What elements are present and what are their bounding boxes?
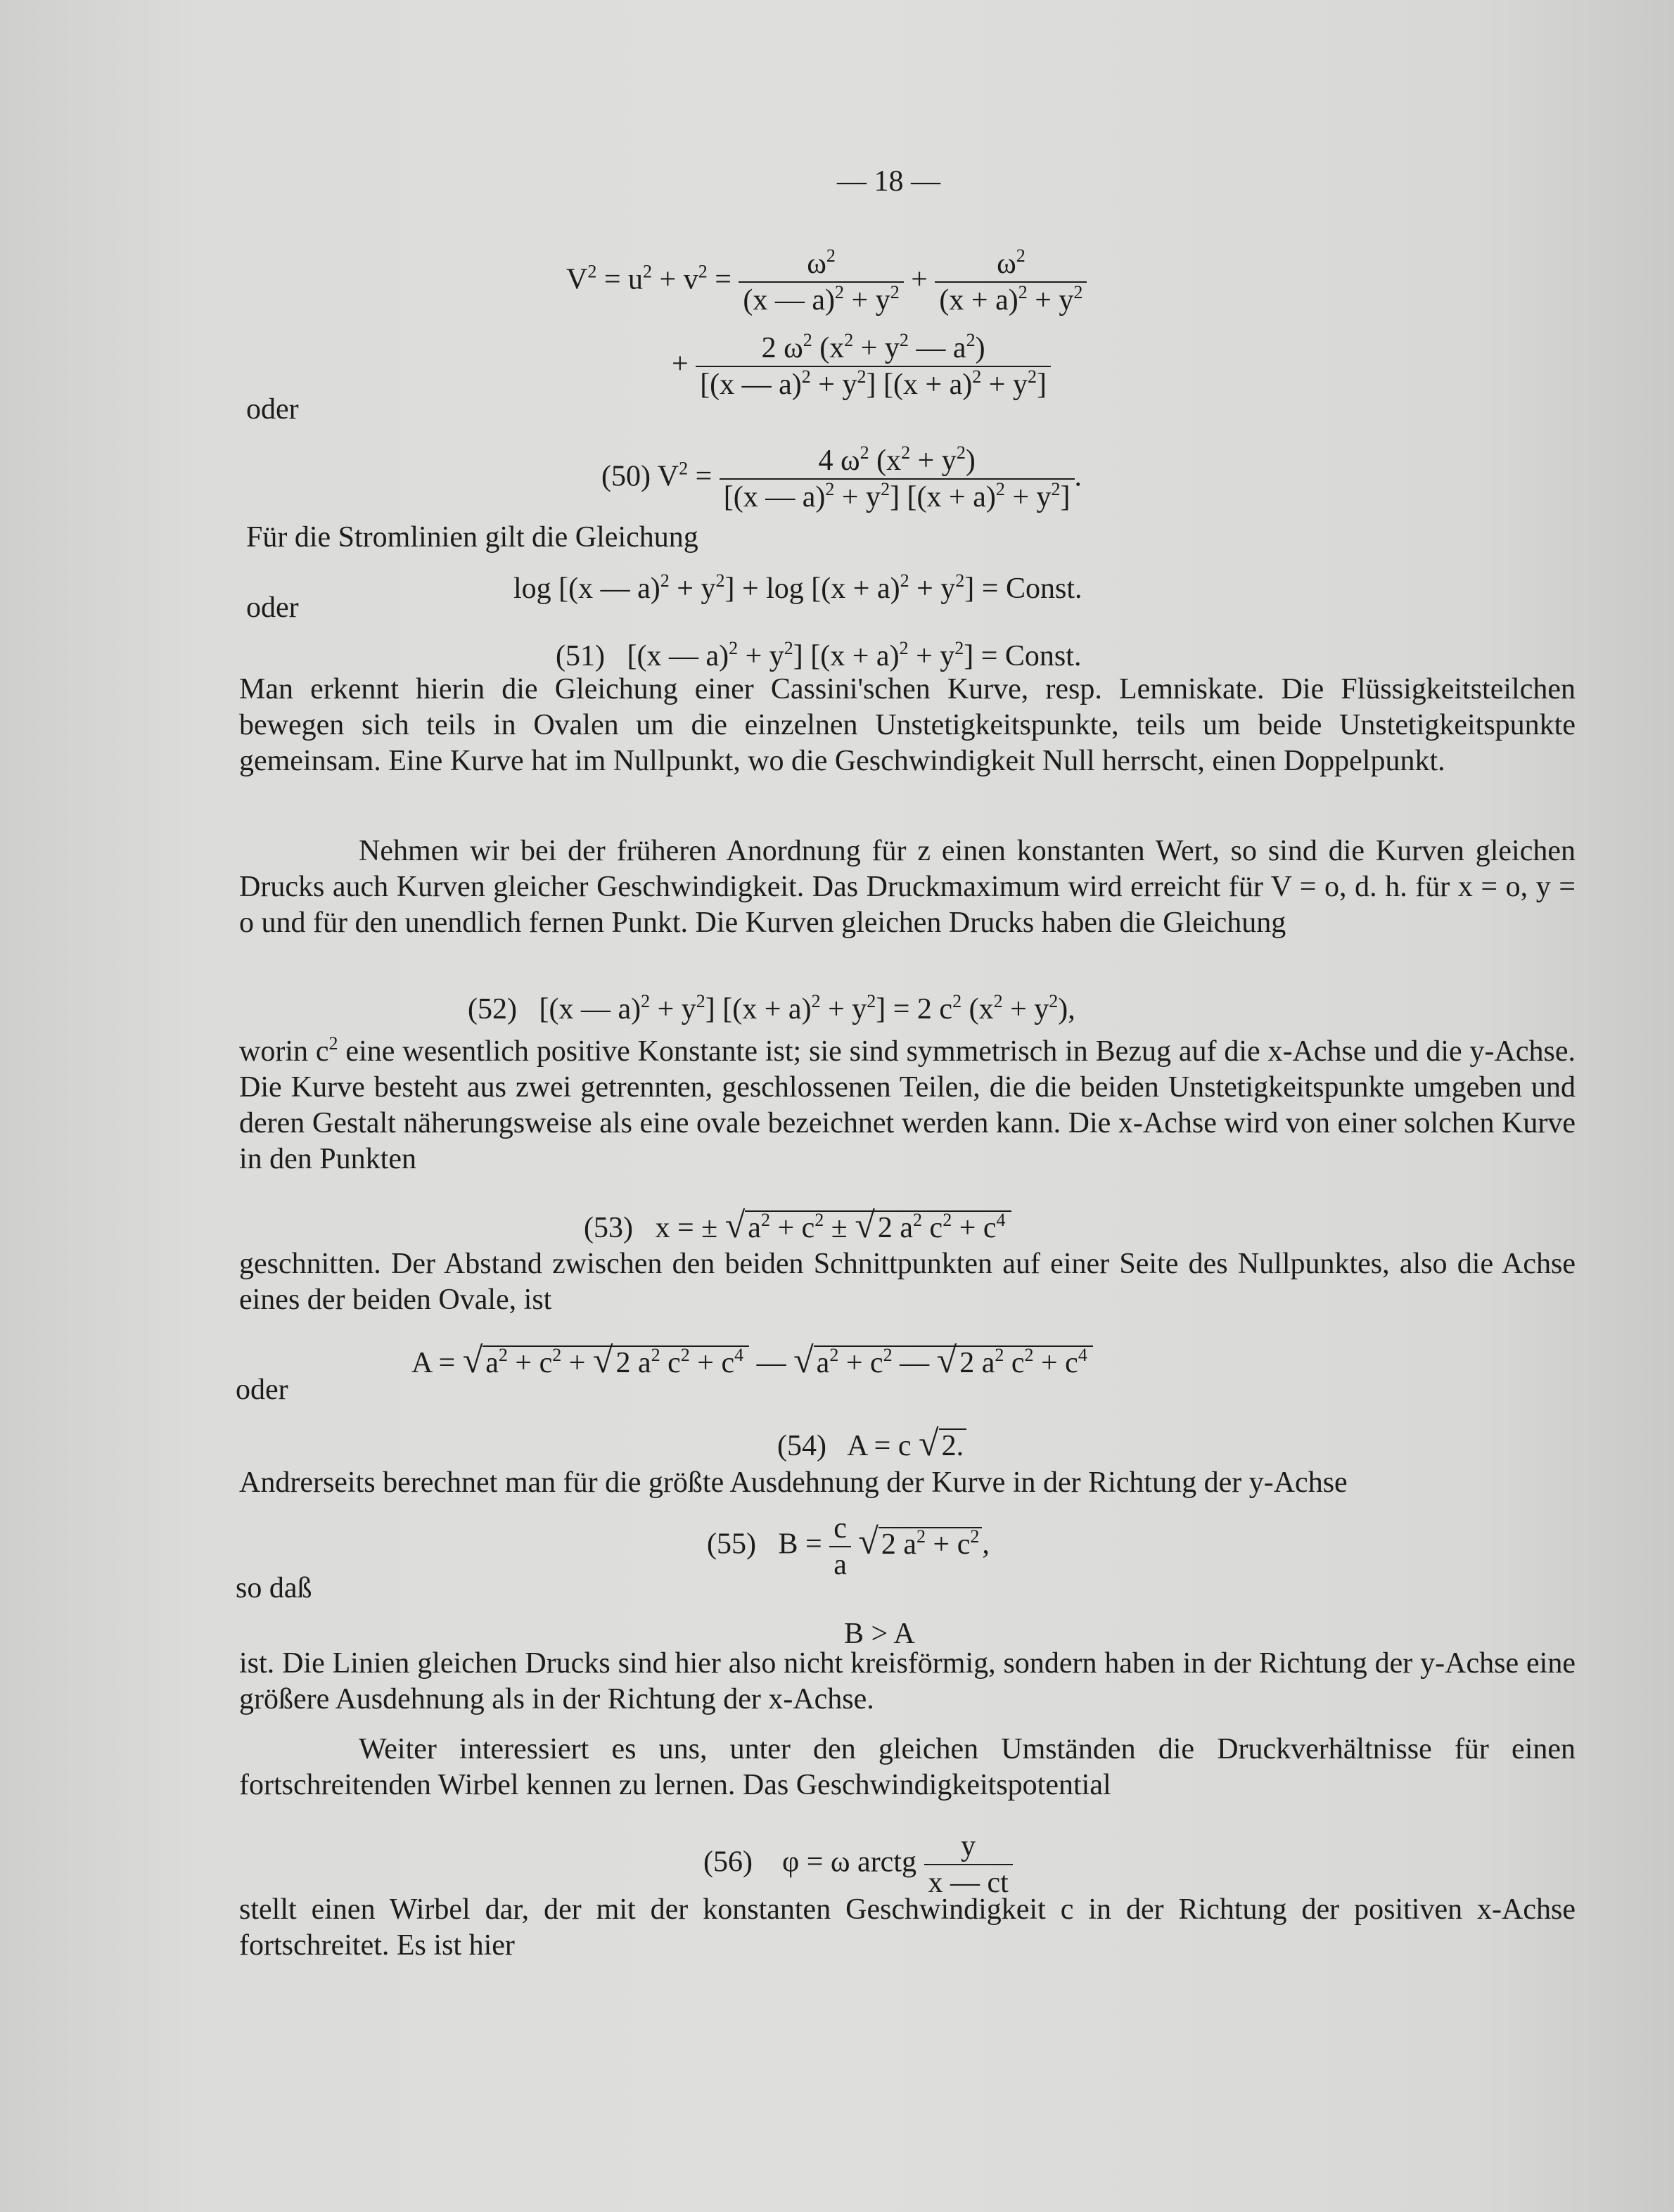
fraction: $\frac{2 \omega^2 (x^2 + y^2 — a^2)}{[(x — a)^2 + y^2] [(x + a)^2 + y^2]}$ xyxy=(696,331,1051,402)
paragraph-geschnitten: geschnitten. Der Abstand zwischen den beiden Schnittpunkten auf einer Seite des Nullpunktes, also die Achse eines der beiden Ovale, ist xyxy=(239,1248,1576,1316)
paragraph-cassini: Man erkennt hierin die Gleichung einer Cassini'schen Kurve, resp. Lemniskate. Die Flüssigkeitsteilchen bewegen sich teils in Ovalen um die einzelnen Unstetigkeitspunkte, teils um beide Unstetigkeitspunkte gemeinsam. Eine Kurve hat im Nullpunkt, wo die Geschwindigkeit Null herrscht, einen Doppelpunkt. xyxy=(239,673,1576,777)
equation-51: (51) [(x — $a)^2 + y^2$] $[(x + a)^2 + y^2]$ = Const. xyxy=(556,638,1082,672)
equation-56: (56) φ = ω arctg $\frac{y}{x — ct}$ xyxy=(703,1829,1013,1900)
fraction: $\frac{c}{a}$ xyxy=(829,1511,851,1583)
so-dass-label: so daß xyxy=(236,1572,312,1604)
fraction: $\frac{\omega^2}{(x + a)^2 + y^2}$ xyxy=(935,246,1087,318)
paragraph-stellt: stellt einen Wirbel dar, der mit der konstanten Geschwindigkeit c in der Richtung der positiven x-Achse fortschreitet. Es ist hier xyxy=(239,1893,1576,1962)
equation-52: (52) [(x — $a)^2 + y^2$] $[(x + a)^2 + y^2] = 2$ $c^2$ $(x^2 + y^2)$, xyxy=(468,991,1075,1025)
fraction: $\frac{\omega^2}{(x — a)^2 + y^2}$ xyxy=(739,246,903,318)
oder-label: oder xyxy=(236,1374,288,1406)
equation-54: (54) A = c √2. xyxy=(777,1426,966,1464)
equation-55: (55) B = $\frac{c}{a}$ √2 $a^2 + c^2$, xyxy=(707,1512,990,1581)
equation-v-squared-cont: + $\frac{2 \omega^2 (x^2 + y^2 — a^2)}{[(x — a)^2 + y^2] [(x + a)^2 + y^2]}$ xyxy=(672,331,1051,402)
page-number: — 18 — xyxy=(837,165,940,198)
paragraph-andrerseits: Andrerseits berechnet man für die größte Ausdehnung der Kurve in der Richtung der y-Achse xyxy=(239,1466,1348,1499)
paragraph-stromlinien: Für die Stromlinien gilt die Gleichung xyxy=(246,521,698,554)
equation-A: $A = √a^2 + c^2 + √2$ $a^2$ $c^2 + c^4$ — $√a^2 + c^2$ — √2 $a^2$ $c^2 + c^4$ xyxy=(411,1343,1093,1381)
oder-label: oder xyxy=(246,592,299,624)
paragraph-nehmen: Nehmen wir bei der früheren Anordnung für z einen konstanten Wert, so sind die Kurven gleichen Drucks auch Kurven gleicher Geschwindigkeit. Das Druckmaximum wird erreicht für V = o, d. h. für x = o, y = o und für den unendlich fernen Punkt. Die Kurven gleichen Drucks haben die Gleichung xyxy=(239,835,1576,939)
equation-log: log [(x — $a)^2 + y^2] + \log [(x + a)^2 + y^2]$ = Const. xyxy=(513,570,1082,605)
paragraph-worin: worin $c^2$ eine wesentlich positive Konstante ist; sie sind symmetrisch in Bezug auf die x-Achse und die y-Achse. Die Kurve besteht aus zwei getrennten, geschlossenen Teilen, die die beiden Unstetigkeitspunkte umgeben und deren Gestalt näherungsweise als eine ovale bezeichnet werden kann. Die x-Achse wird von einer solchen Kurve in den Punkten xyxy=(239,1033,1576,1175)
equation-53: (53) x = ± $√a^2 + c^2 \pm √2$ $a^2$ $c^2 + c^4$ xyxy=(584,1208,1011,1246)
equation-B-greater-A: B > A xyxy=(844,1618,915,1650)
paragraph-ist: ist. Die Linien gleichen Drucks sind hier also nicht kreisförmig, sondern haben in der Richtung der y-Achse eine größere Ausdehnung als in der Richtung der x-Achse. xyxy=(239,1647,1576,1715)
fraction: $\frac{4 \omega^2 (x^2 + y^2)}{[(x — a)^2 + y^2] [(x + a)^2 + y^2]}$ xyxy=(720,443,1075,515)
paragraph-weiter: Weiter interessiert es uns, unter den gleichen Umständen die Druckverhältnisse für einen fortschreitenden Wirbel kennen zu lernen. Das Geschwindigkeitspotential xyxy=(239,1733,1576,1801)
oder-label: oder xyxy=(246,393,299,426)
equation-v-squared: $V^2 = u^2 + v^2$ = $\frac{\omega^2}{(x — a)^2 + y^2}$ + $\frac{\omega^2}{(x + a)^2 + y^2}$ xyxy=(566,246,1087,318)
fraction: $\frac{y}{x — ct}$ xyxy=(924,1829,1013,1900)
equation-50: (50) $V^2$ = $\frac{4 \omega^2 (x^2 + y^2)}{[(x — a)^2 + y^2] [(x + a)^2 + y^2]}$ . xyxy=(601,442,1082,513)
